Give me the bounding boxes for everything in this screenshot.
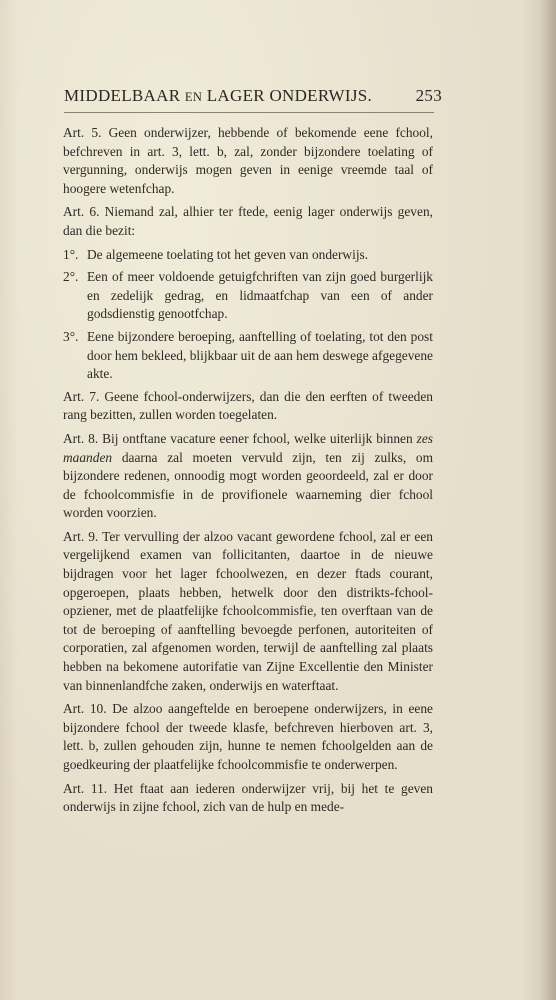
item-text: Eene bijzondere beroeping, aanftelling of toelating, tot den post door hem bekleed, blijkbaar uit de aan hem deswege afgegevene akte. xyxy=(87,328,433,382)
article-6-intro: Art. 6. Niemand zal, alhier ter ftede, eenig lager onderwijs geven, dan die bezit: xyxy=(63,204,433,238)
body-text xyxy=(63,124,433,822)
article-5: Art. 5. Geen onderwijzer, hebbende of bekomende eene fchool, befchreven in art. 3, lett. b, zal, zonder bijzondere toelating of vergunning, onderwijs mogen geven in eenige vreemde taal of hoogere wetenfchap. xyxy=(63,125,433,196)
item-number: 3°. xyxy=(63,328,79,344)
header-rule xyxy=(64,112,434,113)
article-8 xyxy=(63,430,433,523)
article-8-text-a: Art. 8. Bij ontftane vacature eener fchool, welke uiterlijk binnen xyxy=(63,430,413,446)
item-text: Een of meer voldoende getuigfchriften van zijn goed burgerlijk en zedelijk gedrag, en lidmaatfchap van een of ander godsdienstig genootfchap. xyxy=(87,269,433,322)
article-10: Art. 10. De alzoo aangeftelde en beroepene onderwijzers, in eene bijzondere fchool der tweede klasfe, befchreven hierboven art. 3, lett. b, zullen gehouden zijn, hunne te nemen fchoolgelden aan de goedkeuring der plaatfelijke fchoolcommisfie te onderwerpen. xyxy=(63,701,433,772)
article-8-text-b: daarna zal moeten vervuld zijn, ten zij zulks, om bijzondere redenen, onnoodig mogt worden geoordeeld, zal er door de fchoolcommisfie in de provifionele waarneming dier fchool worden voorzien. xyxy=(63,449,433,521)
article-11: Art. 11. Het ftaat aan iederen onderwijzer vrij, bij het te geven onderwijs in zijne fchool, zich van de hulp en mede- xyxy=(63,780,433,815)
item-text: De algemeene toelating tot het geven van onderwijs. xyxy=(87,246,369,262)
header-title-part2: LAGER ONDERWIJS. xyxy=(206,86,373,105)
page-number: 253 xyxy=(415,86,442,105)
article-6-item-1 xyxy=(63,246,433,265)
header-title-part1: MIDDELBAAR xyxy=(64,86,181,105)
article-9: Art. 9. Ter vervulling der alzoo vacant gewordene fchool, zal er een vergelijkend examen van follicitanten, daartoe in de nieuwe bijdragen voor het lager fchoolwezen, en dezer ftads courant, opgeroepen, plaats hebben, hetwelk door den distrikts-fchool-opziener, met de plaatfelijke fchoolcommisfie, ten overftaan van de tot de beroeping of aanftelling bevoegde perfonen, autoriteiten of corporatien, zal afgenomen worden, terwijl de aanftelling zal plaats hebben na bekomene autorifatie van Zijne Excellentie den Minister van binnenlandfche zaken, onderwijs en waterftaat. xyxy=(63,528,433,693)
running-header xyxy=(64,86,442,106)
article-8-emphasis: zes maanden xyxy=(63,430,433,465)
page-edge-shadow xyxy=(540,0,556,1000)
item-number: 2°. xyxy=(63,269,79,285)
item-number: 1°. xyxy=(63,246,79,262)
article-6-item-2 xyxy=(63,268,433,324)
header-title-en: EN xyxy=(184,90,203,104)
article-6-item-3 xyxy=(63,328,433,384)
article-7: Art. 7. Geene fchool-onderwijzers, dan die den eerften of tweeden rang bezitten, zullen worden toegelaten. xyxy=(63,388,433,423)
